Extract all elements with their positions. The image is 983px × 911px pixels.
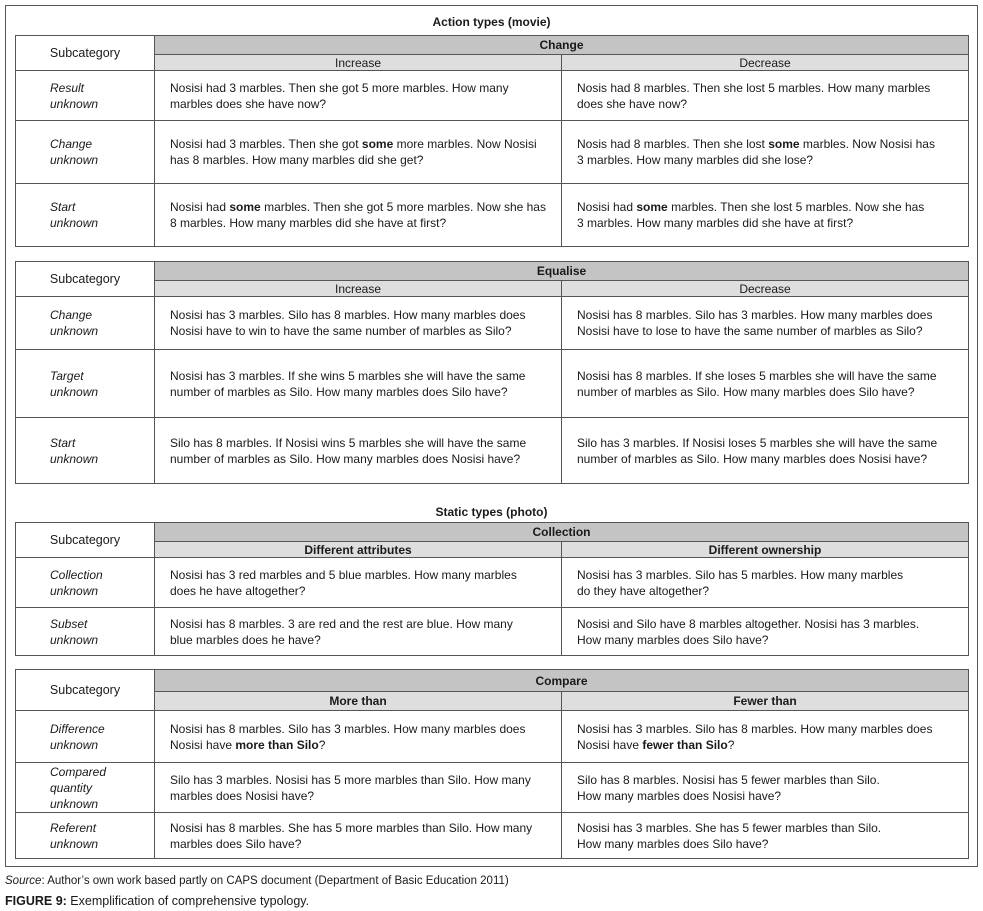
column-header: Different ownership [562,542,969,558]
column-header: Increase [155,281,562,297]
table-compare [15,669,969,859]
row-label: Collection unknown [16,558,155,608]
table-cell: Nosisi has 8 marbles. 3 are red and the rest are blue. How many blue marbles does he have? [155,608,562,656]
table-cell: Nosis had 8 marbles. Then she lost some marbles. Now Nosisi has 3 marbles. How many marbles did she lose? [562,121,969,184]
table-cell: Nosisi had some marbles. Then she got 5 more marbles. Now she has 8 marbles. How many marbles did she have at first? [155,184,562,247]
column-header: Increase [155,55,562,71]
row-label: Compared quantity unknown [16,763,155,813]
source-label: Source [5,875,42,887]
table-cell: Nosisi has 3 marbles. Silo has 8 marbles. How many marbles does Nosisi have to win to have the same number of marbles as Silo? [155,297,562,350]
table-cell: Nosisi has 8 marbles. Silo has 3 marbles. How many marbles does Nosisi have more than Silo? [155,711,562,763]
table-cell: Nosisi has 3 marbles. Silo has 8 marbles. How many marbles does Nosisi have fewer than Silo? [562,711,969,763]
subcategory-header: Subcategory [16,36,155,71]
group-header: Change [155,36,969,55]
table-change [15,35,969,247]
column-header: Decrease [562,55,969,71]
source-text: : Author’s own work based partly on CAPS document (Department of Basic Education 2011) [41,875,509,887]
table-cell: Nosisi has 8 marbles. If she loses 5 marbles she will have the same number of marbles as Silo. How many marbles does Silo have? [562,350,969,418]
row-label: Change unknown [16,121,155,184]
table-cell: Nosisi had some marbles. Then she lost 5 marbles. Now she has 3 marbles. How many marbles did she have at first? [562,184,969,247]
table-cell: Silo has 3 marbles. If Nosisi loses 5 marbles she will have the same number of marbles as Silo. How many marbles does Nosisi have? [562,418,969,484]
table-cell: Nosis had 8 marbles. Then she lost 5 marbles. How many marbles does she have now? [562,71,969,121]
table-cell: Nosisi has 3 red marbles and 5 blue marbles. How many marbles does he have altogether? [155,558,562,608]
table-cell: Nosisi and Silo have 8 marbles altogether. Nosisi has 3 marbles. How many marbles does Silo have? [562,608,969,656]
row-label: Start unknown [16,184,155,247]
row-label: Target unknown [16,350,155,418]
table-cell: Nosisi had 3 marbles. Then she got 5 more marbles. How many marbles does she have now? [155,71,562,121]
figure-label: FIGURE 9: [5,894,67,908]
row-label: Difference unknown [16,711,155,763]
row-label: Result unknown [16,71,155,121]
table-cell: Nosisi has 8 marbles. Silo has 3 marbles. How many marbles does Nosisi have to lose to have the same number of marbles as Silo? [562,297,969,350]
table-collection [15,522,969,656]
column-header: Different attributes [155,542,562,558]
table-cell: Nosisi has 3 marbles. Silo has 5 marbles. How many marbles do they have altogether? [562,558,969,608]
table-cell: Nosisi has 8 marbles. She has 5 more marbles than Silo. How many marbles does Silo have? [155,813,562,859]
column-header: Decrease [562,281,969,297]
figure-caption-text: Exemplification of comprehensive typology. [66,894,310,908]
subcategory-header: Subcategory [16,262,155,297]
table-cell: Nosisi has 3 marbles. She has 5 fewer marbles than Silo. How many marbles does Silo have? [562,813,969,859]
group-header: Equalise [155,262,969,281]
row-label: Referent unknown [16,813,155,859]
section-title-action: Action types (movie) [432,15,551,29]
subcategory-header: Subcategory [16,670,155,711]
row-label: Change unknown [16,297,155,350]
subcategory-header: Subcategory [16,523,155,558]
row-label: Start unknown [16,418,155,484]
table-cell: Silo has 8 marbles. If Nosisi wins 5 marbles she will have the same number of marbles as Silo. How many marbles does Nosisi have? [155,418,562,484]
figure-caption [5,894,309,908]
source-note [5,875,509,887]
table-equalise [15,261,969,484]
table-cell: Nosisi had 3 marbles. Then she got some more marbles. Now Nosisi has 8 marbles. How many marbles did she get? [155,121,562,184]
group-header: Compare [155,670,969,692]
table-cell: Silo has 3 marbles. Nosisi has 5 more marbles than Silo. How many marbles does Nosisi have? [155,763,562,813]
table-cell: Nosisi has 3 marbles. If she wins 5 marbles she will have the same number of marbles as Silo. How many marbles does Silo have? [155,350,562,418]
section-title-static: Static types (photo) [435,505,548,519]
column-header: More than [155,692,562,711]
column-header: Fewer than [562,692,969,711]
group-header: Collection [155,523,969,542]
row-label: Subset unknown [16,608,155,656]
table-cell: Silo has 8 marbles. Nosisi has 5 fewer marbles than Silo. How many marbles does Nosisi have? [562,763,969,813]
